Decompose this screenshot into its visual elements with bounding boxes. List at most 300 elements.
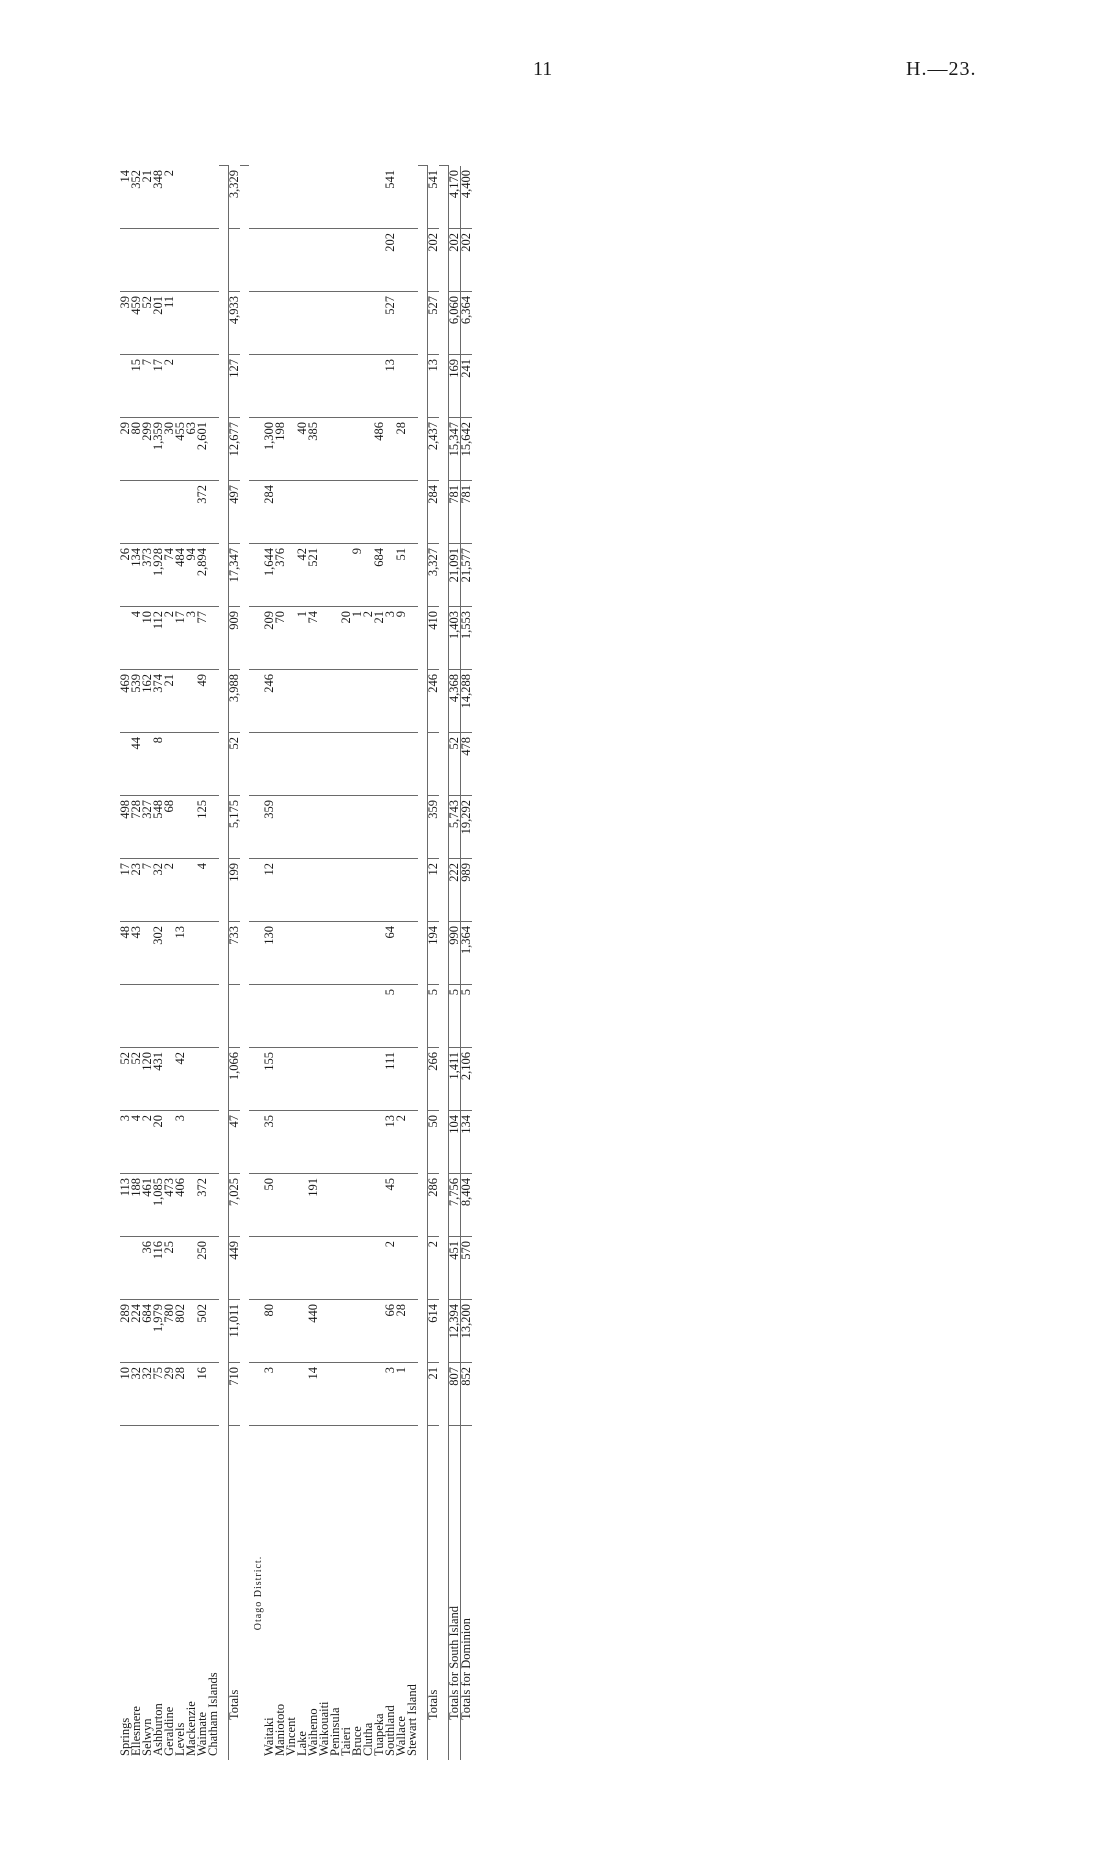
value-cell [319,292,330,355]
value-cell [208,418,219,481]
district-name: Taieri [341,1426,352,1761]
value-cell: 1,359 [153,418,164,481]
value-cell [374,859,385,922]
value-cell: 2 [164,859,175,922]
value-cell: 548 [153,796,164,859]
value-cell [308,355,319,418]
value-cell: 246 [428,670,440,733]
value-cell: 134 [461,1111,473,1174]
value-cell: 162 [142,670,153,733]
value-cell [286,670,297,733]
value-cell: 8 [153,733,164,796]
value-cell [319,859,330,922]
value-cell: 502 [197,1300,208,1363]
value-cell [275,229,286,292]
value-cell: 781 [449,481,461,544]
value-cell [308,1048,319,1111]
value-cell [308,229,319,292]
value-cell [186,292,197,355]
value-cell [363,859,374,922]
value-cell [297,1111,308,1174]
value-cell [319,481,330,544]
district-name: Levels [175,1426,186,1761]
value-cell [264,292,275,355]
value-cell [319,985,330,1048]
value-cell [197,229,208,292]
value-cell: 28 [396,1300,407,1363]
value-cell: 4,933 [229,292,241,355]
value-cell [186,733,197,796]
value-cell: 17 [175,607,186,670]
value-cell [341,229,352,292]
value-cell [308,1237,319,1300]
spacer-cell [439,166,449,1760]
value-cell [308,985,319,1048]
value-cell [319,922,330,985]
value-cell [275,292,286,355]
value-cell [286,229,297,292]
district-row [120,166,131,1760]
value-cell [396,796,407,859]
value-cell: 2 [162,170,176,177]
value-cell: 3,327 [428,544,440,607]
value-cell [352,1048,363,1111]
value-cell: 75 [153,1363,164,1426]
value-cell [308,733,319,796]
value-cell: 15,347 [449,418,461,481]
value-cell [363,796,374,859]
value-cell: 39 [120,292,131,355]
value-cell: 201 [153,292,164,355]
value-cell: 68 [164,796,175,859]
value-cell [407,733,418,796]
value-cell [341,1048,352,1111]
value-cell [341,922,352,985]
district-name: Waitaki [264,1426,275,1761]
value-cell [264,229,275,292]
value-cell [330,481,341,544]
district-row [407,166,418,1760]
value-cell: 459 [131,292,142,355]
value-cell [352,922,363,985]
value-cell [363,481,374,544]
grand-totals-row [449,166,461,1760]
value-cell: 802 [175,1300,186,1363]
value-cell [363,1237,374,1300]
value-cell: 12,677 [229,418,241,481]
value-cell: 909 [229,607,241,670]
value-cell: 74 [308,607,319,670]
totals-row [229,166,241,1760]
value-cell [396,1174,407,1237]
value-cell: 4,368 [449,670,461,733]
district-name: Southland [385,1426,396,1761]
value-cell [352,166,363,229]
value-cell [186,1111,197,1174]
value-cell [385,859,396,922]
value-cell [197,292,208,355]
value-cell: 3,329 [229,166,241,229]
statistics-table-body [120,166,472,1760]
value-cell [208,1174,219,1237]
value-cell [229,229,241,292]
value-cell [352,1111,363,1174]
value-cell [186,355,197,418]
value-cell [297,985,308,1048]
value-cell [175,985,186,1048]
value-cell: 64 [385,922,396,985]
value-cell [363,229,374,292]
value-cell [286,733,297,796]
value-cell: 21,577 [461,544,473,607]
value-cell [275,355,286,418]
value-cell [264,1237,275,1300]
value-cell: 780 [164,1300,175,1363]
district-row [131,166,142,1760]
value-cell: 4 [131,1111,142,1174]
value-cell: 539 [131,670,142,733]
value-cell: 52 [142,292,153,355]
value-cell: 202 [385,229,396,292]
value-cell [330,355,341,418]
value-cell [275,1111,286,1174]
value-cell [341,292,352,355]
value-cell [330,1174,341,1237]
value-cell [330,859,341,922]
district-name: Peninsula [330,1426,341,1761]
value-cell: 2 [164,607,175,670]
value-cell [341,985,352,1048]
report-reference: H.—23. [906,58,977,80]
value-cell [385,733,396,796]
district-name: Tuapeka [374,1426,385,1761]
value-cell [407,355,418,418]
value-cell [407,859,418,922]
district-row [385,166,396,1760]
value-cell: 431 [153,1048,164,1111]
value-cell: 352 [129,170,143,189]
value-cell [363,985,374,1048]
value-cell: 1 [352,607,363,670]
value-cell [275,166,286,229]
value-cell [208,796,219,859]
district-name: Lake [297,1426,308,1761]
value-cell [374,670,385,733]
value-cell [175,481,186,544]
value-cell [385,670,396,733]
value-cell: 13 [385,1111,396,1174]
value-cell [341,1174,352,1237]
value-cell [286,166,297,229]
value-cell: 80 [264,1300,275,1363]
value-cell [352,985,363,1048]
district-row [186,166,197,1760]
section-heading-row [249,166,264,1760]
value-cell [286,1300,297,1363]
value-cell [341,733,352,796]
value-cell [120,481,131,544]
value-cell: 35 [264,1111,275,1174]
value-cell: 241 [461,355,473,418]
value-cell [363,733,374,796]
value-cell [407,922,418,985]
value-cell [275,1237,286,1300]
value-cell [407,796,418,859]
spacer-row [439,166,449,1760]
value-cell [175,733,186,796]
value-cell [131,985,142,1048]
district-row [142,166,153,1760]
value-cell: 451 [449,1237,461,1300]
value-cell: 19,292 [461,796,473,859]
value-cell: 43 [131,922,142,985]
district-name: Selwyn [142,1426,153,1761]
value-cell: 266 [428,1048,440,1111]
value-cell [396,229,407,292]
value-cell [341,355,352,418]
empty-cell [249,1237,264,1300]
value-cell [330,1048,341,1111]
value-cell: 77 [197,607,208,670]
value-cell: 6,364 [461,292,473,355]
value-cell: 120 [142,1048,153,1111]
value-cell [286,1363,297,1426]
value-cell [363,1111,374,1174]
value-cell: 246 [264,670,275,733]
value-cell: 5,175 [229,796,241,859]
value-cell: 194 [428,922,440,985]
value-cell: 14 [308,1363,319,1426]
district-name: Totals [428,1426,440,1761]
district-row [175,166,186,1760]
value-cell [407,1048,418,1111]
value-cell [297,292,308,355]
value-cell: 4 [197,859,208,922]
value-cell [297,229,308,292]
value-cell [341,418,352,481]
value-cell [352,418,363,481]
value-cell [330,418,341,481]
value-cell: 3,988 [229,670,241,733]
value-cell: 4 [131,607,142,670]
value-cell [286,1237,297,1300]
value-cell: 1 [396,1363,407,1426]
grand-totals-row [461,166,473,1760]
value-cell [330,166,341,229]
empty-cell [249,229,264,292]
value-cell [352,1174,363,1237]
value-cell [352,1300,363,1363]
value-cell [407,418,418,481]
value-cell: 410 [428,607,440,670]
value-cell [330,922,341,985]
value-cell: 10 [142,607,153,670]
value-cell [396,670,407,733]
value-cell [352,859,363,922]
empty-cell [249,985,264,1048]
value-cell: 7,025 [229,1174,241,1237]
district-name: Wallace [396,1426,407,1761]
value-cell: 42 [297,544,308,607]
district-row [297,166,308,1760]
value-cell [297,481,308,544]
value-cell: 15,642 [461,418,473,481]
value-cell: 376 [275,544,286,607]
value-cell [286,859,297,922]
value-cell [286,1174,297,1237]
value-cell [208,670,219,733]
value-cell: 16 [197,1363,208,1426]
value-cell: 40 [297,418,308,481]
spacer-row [219,166,229,1760]
value-cell: 224 [131,1300,142,1363]
value-cell: 372 [197,481,208,544]
value-cell [352,1237,363,1300]
value-cell: 13 [385,355,396,418]
value-cell: 2 [142,1111,153,1174]
value-cell: 134 [131,544,142,607]
value-cell: 28 [175,1363,186,1426]
district-name: Ellesmere [131,1426,142,1761]
value-cell: 116 [153,1237,164,1300]
value-cell [319,796,330,859]
value-cell: 12,394 [449,1300,461,1363]
value-cell [164,229,175,292]
value-cell [319,544,330,607]
value-cell: 327 [142,796,153,859]
value-cell [396,922,407,985]
value-cell: 5 [449,985,461,1048]
value-cell [363,355,374,418]
value-cell: 469 [120,670,131,733]
value-cell: 202 [428,229,440,292]
empty-cell [249,733,264,796]
value-cell [330,796,341,859]
value-cell: 32 [142,1363,153,1426]
value-cell [363,166,374,229]
value-cell [396,733,407,796]
value-cell [197,985,208,1048]
value-cell [197,733,208,796]
value-cell [175,796,186,859]
value-cell: 198 [275,418,286,481]
value-cell [352,292,363,355]
value-cell [407,607,418,670]
district-name: Maniototo [275,1426,286,1761]
value-cell: 5 [461,985,473,1048]
value-cell [297,733,308,796]
value-cell: 852 [461,1363,473,1426]
district-row [164,166,175,1760]
value-cell: 7,756 [449,1174,461,1237]
value-cell [308,670,319,733]
district-row [153,166,164,1760]
district-row [341,166,352,1760]
value-cell [264,166,275,229]
value-cell [275,1174,286,1237]
spacer-row [418,166,428,1760]
value-cell: 374 [153,670,164,733]
value-cell: 2 [363,607,374,670]
value-cell: 2,601 [197,418,208,481]
value-cell [175,1237,186,1300]
value-cell [175,292,186,355]
value-cell: 473 [164,1174,175,1237]
value-cell: 2 [396,1111,407,1174]
value-cell [407,481,418,544]
value-cell [352,481,363,544]
value-cell: 4,170 [449,166,461,229]
value-cell: 286 [428,1174,440,1237]
value-cell [352,229,363,292]
value-cell: 1,066 [229,1048,241,1111]
value-cell: 406 [175,1174,186,1237]
value-cell: 21 [164,670,175,733]
value-cell: 3 [385,607,396,670]
value-cell [308,922,319,985]
value-cell: 2,894 [197,544,208,607]
value-cell [319,1363,330,1426]
value-cell [319,1111,330,1174]
value-cell [286,481,297,544]
value-cell: 188 [131,1174,142,1237]
value-cell [208,733,219,796]
value-cell [286,985,297,1048]
value-cell [341,796,352,859]
value-cell [363,922,374,985]
value-cell: 47 [229,1111,241,1174]
district-name: Waikouaiti [319,1426,330,1761]
value-cell [286,796,297,859]
value-cell: 10 [120,1363,131,1426]
value-cell [208,1048,219,1111]
value-cell: 3 [120,1111,131,1174]
value-cell: 498 [120,796,131,859]
value-cell [319,229,330,292]
value-cell: 359 [264,796,275,859]
value-cell [275,1300,286,1363]
district-name: Bruce [352,1426,363,1761]
value-cell: 21,091 [449,544,461,607]
value-cell [208,481,219,544]
value-cell [330,985,341,1048]
value-cell [363,1363,374,1426]
district-name: Mackenzie [186,1426,197,1761]
value-cell: 20 [341,607,352,670]
value-cell: 4,400 [461,166,473,229]
value-cell [153,229,164,292]
value-cell [186,229,197,292]
district-name: Vincent [286,1426,297,1761]
district-row [352,166,363,1760]
value-cell: 63 [186,418,197,481]
value-cell [208,229,219,292]
value-cell [286,355,297,418]
statistics-table [120,166,472,1761]
value-cell: 17 [120,859,131,922]
district-name: Stewart Island [407,1426,418,1761]
value-cell [352,733,363,796]
value-cell [197,355,208,418]
value-cell [275,670,286,733]
value-cell [297,670,308,733]
value-cell: 12 [428,859,440,922]
value-cell [275,481,286,544]
value-cell [264,355,275,418]
value-cell [319,733,330,796]
spacer-cell [418,166,428,1760]
value-cell: 521 [308,544,319,607]
